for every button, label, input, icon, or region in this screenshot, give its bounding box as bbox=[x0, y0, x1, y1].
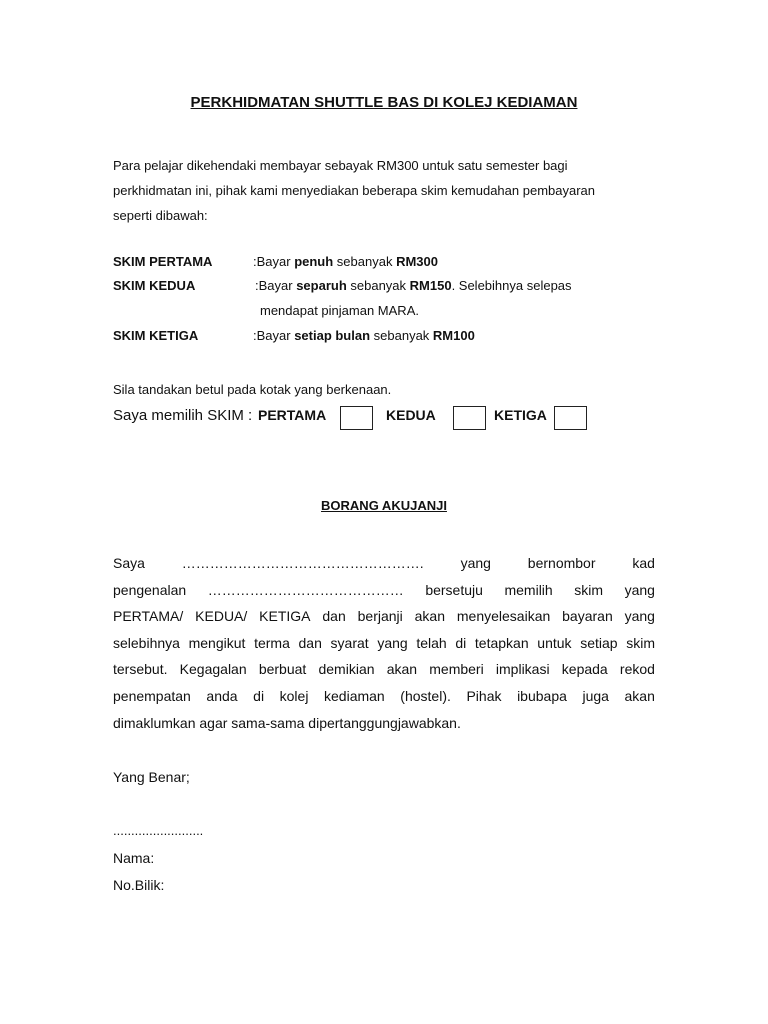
intro-paragraph bbox=[113, 153, 658, 228]
document-title: PERKHIDMATAN SHUTTLE BAS DI KOLEJ KEDIAMAN bbox=[190, 94, 578, 111]
checkbox-kedua[interactable] bbox=[453, 406, 486, 430]
option-pertama-label: PERTAMA bbox=[258, 407, 327, 423]
ic-blank: …………………………………… bbox=[207, 581, 404, 598]
pledge-paragraph bbox=[113, 550, 655, 736]
pledge-line: PERTAMA/ KEDUA/ KETIGA dan berjanji akan menyelesaikan bayaran yang bbox=[113, 608, 655, 625]
intro-line: perkhidmatan ini, pihak kami menyediakan beberapa skim kemudahan pembayaran bbox=[113, 183, 595, 198]
pledge-line: penempatan anda di kolej kediaman (hostel). Pihak ibubapa juga akan bbox=[113, 687, 655, 704]
option-ketiga-label: KETIGA bbox=[494, 407, 547, 423]
pledge-line: dimaklumkan agar sama-sama dipertanggungjawabkan. bbox=[113, 714, 461, 731]
pledge-line: tersebut. Kegagalan berbuat demikian akan memberi implikasi kepada rekod bbox=[113, 661, 655, 678]
scheme-name: SKIM PERTAMA bbox=[113, 254, 213, 269]
scheme-selection-label: Saya memilih SKIM : bbox=[113, 407, 253, 424]
pledge-line: Saya ……………………………………………. yang bernombor kad bbox=[113, 550, 655, 577]
scheme-description: :Bayar separuh sebanyak RM150. Selebihnya selepas bbox=[255, 278, 572, 293]
scheme-description: :Bayar setiap bulan sebanyak RM100 bbox=[253, 328, 475, 343]
form-title: BORANG AKUJANJI bbox=[321, 498, 447, 513]
scheme-description-continued: mendapat pinjaman MARA. bbox=[260, 303, 419, 318]
scheme-name: SKIM KETIGA bbox=[113, 328, 199, 343]
intro-line: Para pelajar dikehendaki membayar sebayak RM300 untuk satu semester bagi bbox=[113, 158, 568, 173]
intro-line: seperti dibawah: bbox=[113, 208, 208, 223]
nama-field: Nama: bbox=[113, 850, 155, 866]
checkbox-pertama[interactable] bbox=[340, 406, 373, 430]
scheme-description: :Bayar penuh sebanyak RM300 bbox=[253, 254, 438, 269]
pledge-line: pengenalan …………………………………… bersetuju memilih skim yang bbox=[113, 577, 655, 604]
pledge-line: selebihnya mengikut terma dan syarat yang telah di tetapkan untuk setiap skim bbox=[113, 634, 655, 651]
no-bilik-field: No.Bilik: bbox=[113, 877, 165, 893]
closing-yang-benar: Yang Benar; bbox=[113, 769, 190, 785]
option-kedua-label: KEDUA bbox=[386, 407, 436, 423]
scheme-selection bbox=[113, 406, 613, 432]
name-blank: ……………………………………………. bbox=[181, 555, 424, 571]
checkbox-ketiga[interactable] bbox=[554, 406, 587, 430]
instruction-text: Sila tandakan betul pada kotak yang berkenaan. bbox=[113, 382, 392, 397]
scheme-name: SKIM KEDUA bbox=[113, 278, 196, 293]
signature-line: ......................... bbox=[113, 823, 204, 838]
